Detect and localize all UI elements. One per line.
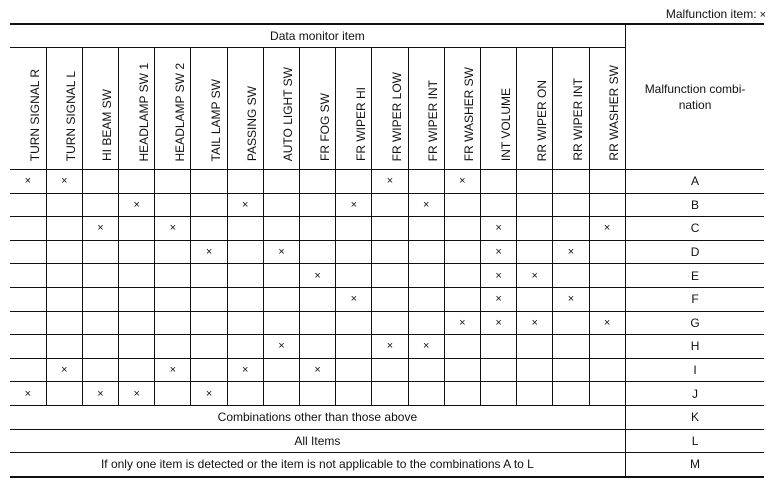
- mark-cell: [119, 358, 155, 382]
- mark-cell: [155, 287, 191, 311]
- mark-cell: [589, 287, 625, 311]
- mark-cell: [82, 170, 118, 194]
- mark-cell: [372, 287, 408, 311]
- mark-cell: ×: [191, 382, 227, 406]
- combination-cell: D: [625, 240, 764, 264]
- mark-cell: [372, 264, 408, 288]
- table-row: [10, 429, 764, 453]
- mark-cell: [372, 382, 408, 406]
- mark-cell: [227, 335, 263, 359]
- mark-cell: ×: [408, 193, 444, 217]
- combination-cell: K: [625, 405, 764, 429]
- table-row: [10, 311, 764, 335]
- mark-cell: [46, 193, 82, 217]
- mark-cell: [119, 170, 155, 194]
- mark-cell: [155, 311, 191, 335]
- mark-cell: ×: [517, 311, 553, 335]
- mark-cell: ×: [480, 287, 516, 311]
- table-row: [10, 382, 764, 406]
- mark-cell: [372, 240, 408, 264]
- mark-cell: ×: [300, 264, 336, 288]
- mark-cell: [517, 170, 553, 194]
- mark-cell: [444, 382, 480, 406]
- mark-cell: [444, 193, 480, 217]
- mark-cell: ×: [589, 217, 625, 241]
- mark-cell: ×: [10, 382, 46, 406]
- legend-label: Malfunction item:: [665, 7, 757, 21]
- mark-cell: ×: [480, 240, 516, 264]
- mark-cell: [408, 217, 444, 241]
- mark-cell: [46, 287, 82, 311]
- mark-cell: [155, 193, 191, 217]
- mark-cell: [336, 240, 372, 264]
- mark-cell: ×: [589, 311, 625, 335]
- mark-cell: [589, 193, 625, 217]
- mark-cell: [46, 240, 82, 264]
- column-header-label: HEADLAMP SW 1: [136, 62, 151, 161]
- mark-cell: [10, 217, 46, 241]
- combination-cell: F: [625, 287, 764, 311]
- mark-cell: [589, 264, 625, 288]
- mark-cell: [46, 382, 82, 406]
- mark-cell: [517, 240, 553, 264]
- mark-cell: [444, 240, 480, 264]
- mark-cell: [300, 287, 336, 311]
- mark-cell: ×: [155, 217, 191, 241]
- mark-cell: [191, 170, 227, 194]
- column-header: [46, 48, 82, 170]
- mark-cell: ×: [155, 358, 191, 382]
- combination-cell: E: [625, 264, 764, 288]
- mark-cell: [336, 335, 372, 359]
- mark-cell: [480, 382, 516, 406]
- column-header-label: INT VOLUME: [498, 87, 513, 161]
- column-header: [517, 48, 553, 170]
- combination-cell: J: [625, 382, 764, 406]
- malfunction-combination-header: Malfunction combi-nation: [625, 24, 764, 170]
- table-row: [10, 217, 764, 241]
- column-header-label: RR WASHER SW: [607, 65, 622, 161]
- mark-cell: [444, 287, 480, 311]
- mark-cell: [589, 358, 625, 382]
- mark-cell: ×: [444, 170, 480, 194]
- malfunction-matrix: [10, 23, 764, 478]
- column-header-label: FR WASHER SW: [462, 66, 477, 161]
- mark-cell: [553, 193, 589, 217]
- mark-cell: ×: [480, 264, 516, 288]
- mark-cell: [263, 358, 299, 382]
- mark-cell: [191, 287, 227, 311]
- mark-cell: [227, 311, 263, 335]
- mark-cell: ×: [191, 240, 227, 264]
- mark-cell: [372, 311, 408, 335]
- column-header: [589, 48, 625, 170]
- legend: [666, 7, 766, 21]
- mark-cell: [46, 264, 82, 288]
- column-header: [336, 48, 372, 170]
- column-header-label: FR WIPER HI: [353, 87, 368, 161]
- mark-cell: [227, 264, 263, 288]
- mark-cell: [553, 170, 589, 194]
- column-header: [155, 48, 191, 170]
- combination-cell: M: [625, 453, 764, 477]
- column-header: [480, 48, 516, 170]
- mark-cell: [119, 287, 155, 311]
- mark-cell: ×: [10, 170, 46, 194]
- mark-cell: [589, 170, 625, 194]
- combination-cell: I: [625, 358, 764, 382]
- mark-cell: ×: [372, 335, 408, 359]
- column-header-label: RR WIPER ON: [534, 79, 549, 161]
- combination-cell: A: [625, 170, 764, 194]
- legend-mark: ×: [759, 9, 766, 21]
- mark-cell: [553, 382, 589, 406]
- mark-cell: ×: [119, 382, 155, 406]
- mark-cell: [300, 240, 336, 264]
- mark-cell: [119, 240, 155, 264]
- mark-cell: ×: [336, 193, 372, 217]
- mark-cell: [517, 217, 553, 241]
- column-header-label: FR FOG SW: [317, 93, 332, 161]
- mark-cell: [191, 311, 227, 335]
- column-header-label: TURN SIGNAL L: [64, 70, 79, 161]
- mark-cell: ×: [517, 264, 553, 288]
- mark-cell: [10, 240, 46, 264]
- mark-cell: [191, 335, 227, 359]
- mark-cell: [408, 170, 444, 194]
- mark-cell: [10, 287, 46, 311]
- mark-cell: [82, 240, 118, 264]
- mark-cell: [336, 170, 372, 194]
- mark-cell: [480, 193, 516, 217]
- mark-cell: ×: [480, 311, 516, 335]
- column-header: [227, 48, 263, 170]
- mark-cell: [408, 311, 444, 335]
- table-row: [10, 264, 764, 288]
- mark-cell: [444, 264, 480, 288]
- mark-cell: [191, 264, 227, 288]
- mark-cell: [82, 287, 118, 311]
- mark-cell: [300, 335, 336, 359]
- combination-cell: H: [625, 335, 764, 359]
- mark-cell: [553, 358, 589, 382]
- column-header: [372, 48, 408, 170]
- mark-cell: [480, 170, 516, 194]
- mark-cell: [300, 170, 336, 194]
- mark-cell: [10, 335, 46, 359]
- mark-cell: [82, 311, 118, 335]
- table-row: [10, 240, 764, 264]
- table-row: [10, 287, 764, 311]
- mark-cell: [553, 311, 589, 335]
- column-header: [408, 48, 444, 170]
- column-header: [82, 48, 118, 170]
- mark-cell: [300, 382, 336, 406]
- mark-cell: [444, 358, 480, 382]
- mark-cell: [155, 382, 191, 406]
- mark-cell: [553, 217, 589, 241]
- mark-cell: [336, 311, 372, 335]
- column-header-label: AUTO LIGHT SW: [281, 66, 296, 161]
- mark-cell: [227, 382, 263, 406]
- mark-cell: ×: [444, 311, 480, 335]
- mark-cell: ×: [46, 358, 82, 382]
- matrix-body: [10, 170, 764, 477]
- column-header-label: PASSING SW: [245, 85, 260, 161]
- mark-cell: [46, 217, 82, 241]
- column-header: [191, 48, 227, 170]
- column-header: [119, 48, 155, 170]
- mark-cell: [119, 311, 155, 335]
- column-header: [553, 48, 589, 170]
- table-row: [10, 358, 764, 382]
- mark-cell: [263, 264, 299, 288]
- table-row: [10, 453, 764, 477]
- column-header: [444, 48, 480, 170]
- mark-cell: [10, 358, 46, 382]
- mark-cell: [517, 193, 553, 217]
- data-monitor-item-header: Data monitor item: [10, 24, 625, 48]
- combination-cell: L: [625, 429, 764, 453]
- table-row: [10, 193, 764, 217]
- mark-cell: [517, 358, 553, 382]
- mark-cell: [480, 335, 516, 359]
- mark-cell: [119, 217, 155, 241]
- combination-cell: B: [625, 193, 764, 217]
- mark-cell: ×: [263, 240, 299, 264]
- mark-cell: [46, 311, 82, 335]
- mark-cell: ×: [336, 287, 372, 311]
- mark-cell: [263, 287, 299, 311]
- column-header: [263, 48, 299, 170]
- combination-cell: C: [625, 217, 764, 241]
- combination-cell: G: [625, 311, 764, 335]
- mark-cell: [444, 217, 480, 241]
- mark-cell: [408, 264, 444, 288]
- mark-cell: [82, 193, 118, 217]
- mark-cell: [191, 358, 227, 382]
- mark-cell: [408, 240, 444, 264]
- mark-cell: ×: [553, 240, 589, 264]
- mark-cell: [263, 217, 299, 241]
- mark-cell: [336, 382, 372, 406]
- mark-cell: [155, 240, 191, 264]
- column-header-label: HI BEAM SW: [100, 88, 115, 161]
- mark-cell: [227, 287, 263, 311]
- mark-cell: [517, 287, 553, 311]
- span-description-cell: All Items: [10, 429, 625, 453]
- mark-cell: [480, 358, 516, 382]
- mark-cell: [263, 193, 299, 217]
- mark-cell: [155, 264, 191, 288]
- mark-cell: [82, 264, 118, 288]
- column-header-label: FR WIPER LOW: [389, 71, 404, 161]
- table-row: [10, 405, 764, 429]
- column-header-label: RR WIPER INT: [570, 78, 585, 161]
- mark-cell: ×: [119, 193, 155, 217]
- mark-cell: [517, 335, 553, 359]
- mark-cell: [10, 264, 46, 288]
- mark-cell: ×: [408, 335, 444, 359]
- column-header-label: FR WIPER INT: [426, 79, 441, 161]
- mark-cell: ×: [480, 217, 516, 241]
- mark-cell: [119, 264, 155, 288]
- mark-cell: [589, 335, 625, 359]
- mark-cell: [191, 193, 227, 217]
- mark-cell: [336, 217, 372, 241]
- mark-cell: [372, 358, 408, 382]
- mark-cell: [263, 311, 299, 335]
- mark-cell: ×: [227, 193, 263, 217]
- mark-cell: [300, 193, 336, 217]
- column-header-label: TAIL LAMP SW: [209, 78, 224, 161]
- mark-cell: [372, 193, 408, 217]
- mark-cell: [408, 358, 444, 382]
- mark-cell: [263, 170, 299, 194]
- mark-cell: ×: [82, 382, 118, 406]
- mark-cell: [336, 358, 372, 382]
- mark-cell: [372, 217, 408, 241]
- mark-cell: [119, 335, 155, 359]
- mark-cell: [155, 335, 191, 359]
- mark-cell: [227, 240, 263, 264]
- span-description-cell: If only one item is detected or the item is not applicable to the combinations A to L: [10, 453, 625, 477]
- mark-cell: [336, 264, 372, 288]
- mark-cell: [227, 170, 263, 194]
- mark-cell: [10, 311, 46, 335]
- mark-cell: [227, 217, 263, 241]
- mark-cell: [82, 358, 118, 382]
- mark-cell: [46, 335, 82, 359]
- column-header-label: TURN SIGNAL R: [27, 68, 42, 161]
- mark-cell: ×: [46, 170, 82, 194]
- mark-cell: ×: [227, 358, 263, 382]
- mark-cell: [10, 193, 46, 217]
- column-header: [10, 48, 46, 170]
- mark-cell: [553, 264, 589, 288]
- column-header-label: HEADLAMP SW 2: [172, 62, 187, 161]
- mark-cell: [589, 382, 625, 406]
- mark-cell: [82, 335, 118, 359]
- mark-cell: [553, 335, 589, 359]
- mark-cell: ×: [263, 335, 299, 359]
- mark-cell: [300, 217, 336, 241]
- mark-cell: ×: [82, 217, 118, 241]
- span-description-cell: Combinations other than those above: [10, 405, 625, 429]
- mark-cell: [155, 170, 191, 194]
- mark-cell: [408, 287, 444, 311]
- table-row: [10, 335, 764, 359]
- mark-cell: [300, 311, 336, 335]
- mark-cell: [517, 382, 553, 406]
- mark-cell: [191, 217, 227, 241]
- column-header: [300, 48, 336, 170]
- mark-cell: [263, 382, 299, 406]
- mark-cell: [444, 335, 480, 359]
- table-row: [10, 170, 764, 194]
- mark-cell: ×: [372, 170, 408, 194]
- mark-cell: [408, 382, 444, 406]
- mark-cell: ×: [553, 287, 589, 311]
- mark-cell: [589, 240, 625, 264]
- mark-cell: ×: [300, 358, 336, 382]
